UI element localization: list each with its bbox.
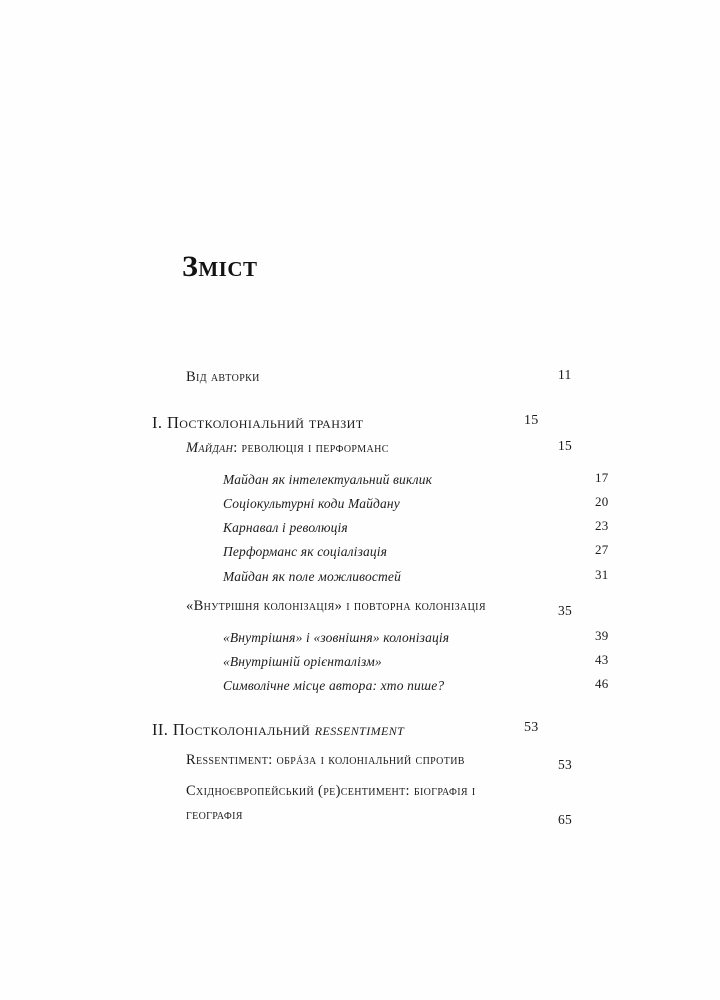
toc-entry[interactable]: [223, 674, 609, 697]
toc-entry-title: Майдан як інтелектуальний виклик: [223, 471, 433, 487]
toc-entry-title: I. Постколоніальний транзит: [152, 412, 364, 432]
toc-entry[interactable]: [223, 626, 609, 649]
toc-entry[interactable]: [223, 468, 609, 491]
toc-entry-page: 65: [558, 812, 573, 828]
toc-entry-page: 23: [595, 518, 609, 534]
toc-entry-title: Майдан як поле можливостей: [223, 568, 401, 584]
toc-entry[interactable]: [223, 492, 609, 515]
toc-entry-page: 35: [558, 602, 573, 618]
page-title: Зміст: [182, 250, 258, 284]
toc-entry-title: «Внутрішній орієнталізм»: [223, 654, 382, 669]
toc-entry[interactable]: [223, 650, 609, 673]
toc-entry[interactable]: [223, 565, 609, 588]
toc-entry-title: Карнавал і революція: [223, 520, 348, 536]
toc-entry-page: 27: [595, 542, 609, 558]
toc-entry[interactable]: [186, 749, 573, 773]
toc-entry-part[interactable]: [152, 718, 568, 742]
toc-entry[interactable]: [186, 595, 573, 619]
toc-entry-title: Ressentiment: обрáза і колоніальний спротив: [186, 752, 465, 769]
toc-entry-page: 31: [595, 566, 609, 582]
toc-entry[interactable]: [223, 540, 609, 563]
toc-entry[interactable]: [223, 516, 609, 539]
toc-entry-title: [152, 718, 404, 742]
toc-entry-title: «Внутрішня» і «зовнішня» колонізація: [223, 629, 450, 645]
toc-entry-title: Східноєвропейський (ре)сентимент: біографія і географія: [186, 783, 476, 824]
toc-entry-title: Від авторки: [186, 369, 260, 385]
toc-entry-page: 17: [595, 469, 609, 485]
toc-entry[interactable]: [186, 437, 573, 461]
toc-entry-title-emphasis: Майдан: [186, 439, 234, 456]
toc-entry-page: 15: [558, 437, 573, 453]
toc-entry-title: Соціокультурні коди Майдану: [223, 495, 400, 511]
toc-entry-page: 15: [524, 412, 539, 428]
toc-entry-page: 53: [558, 757, 573, 773]
toc-entry-title: Символічне місце автора: хто пише?: [223, 678, 445, 694]
toc-entry-page: 11: [558, 367, 572, 382]
toc-entry-page: 46: [595, 676, 609, 692]
toc-entry-title: «Внутрішня колонізація» і повторна колонізація: [186, 597, 486, 614]
toc-list: [152, 366, 609, 830]
toc-entry-title-prefix: II. Постколоніальний: [152, 720, 315, 740]
toc-entry-page: 20: [595, 493, 609, 509]
toc-entry-part[interactable]: [152, 411, 568, 435]
toc-entry[interactable]: [186, 366, 572, 390]
toc-entry-page: 39: [595, 627, 609, 643]
toc-entry-title-emphasis: ressentiment: [314, 720, 405, 740]
toc-entry-page: 43: [595, 652, 609, 667]
toc-entry-title-rest: : революція і перформанс: [233, 439, 389, 456]
toc-entry[interactable]: [186, 780, 573, 828]
toc-entry-title: Перформанс як соціалізація: [223, 544, 388, 560]
toc-entry-title: [186, 437, 389, 461]
toc-entry-page: 53: [524, 720, 539, 736]
